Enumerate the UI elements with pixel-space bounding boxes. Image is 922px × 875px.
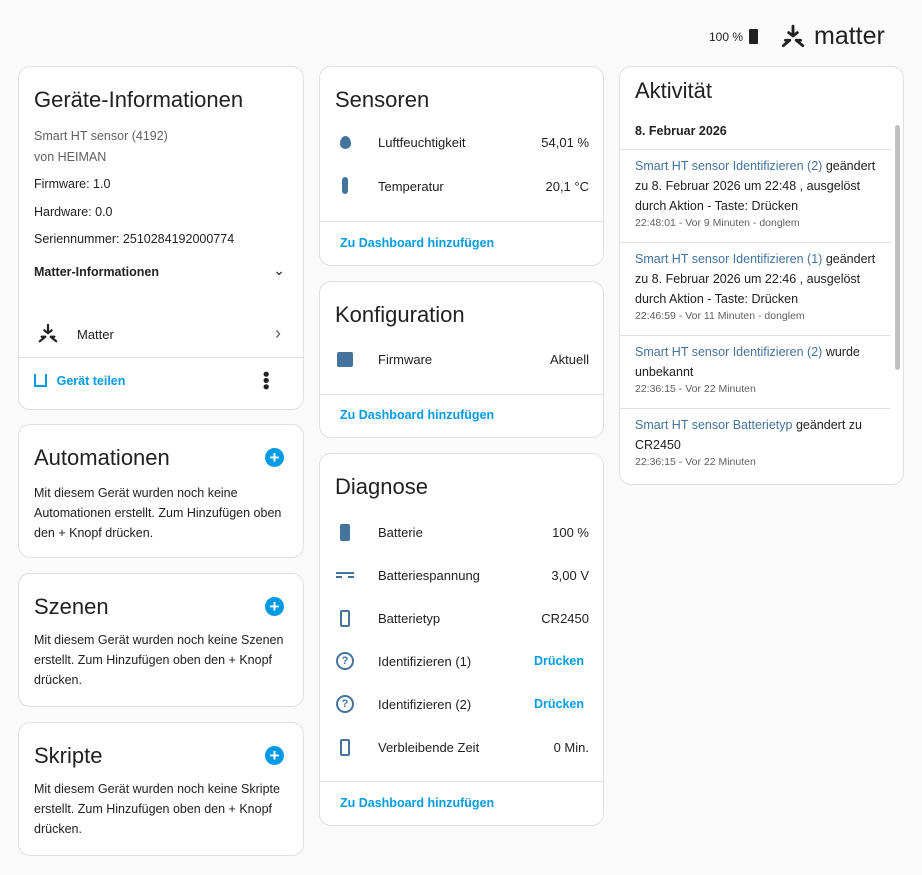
card-title: Skripte [34, 743, 103, 768]
card-title: Sensoren [335, 87, 430, 112]
config-row-firmware[interactable] [320, 352, 603, 372]
integration-label: Matter [77, 327, 114, 342]
diag-label: Identifizieren (1) [378, 654, 472, 669]
chevron-right-icon: › [275, 323, 281, 343]
matter-brand-text: matter [814, 22, 885, 50]
battery-icon [749, 29, 758, 44]
activity-scrollbar[interactable] [895, 125, 900, 370]
more-options-icon[interactable]: ••• [256, 371, 276, 390]
activity-event[interactable] [635, 249, 883, 323]
diag-row-battery[interactable] [320, 525, 603, 545]
diag-label: Batterietyp [378, 611, 441, 626]
matter-info-expander[interactable] [34, 264, 287, 284]
configuration-card [319, 281, 604, 438]
activity-event[interactable] [635, 415, 883, 469]
firmware-version: Firmware: 1.0 [34, 177, 111, 191]
event-meta: 22:36:15 - Vor 22 Minuten [635, 456, 756, 468]
add-to-dashboard-link[interactable]: Zu Dashboard hinzufügen [340, 236, 495, 250]
event-entity-link[interactable]: Smart HT sensor Identifizieren (2) [635, 345, 823, 359]
add-scene-button[interactable]: + [265, 597, 284, 616]
diag-row-identify-2 [320, 697, 603, 717]
diag-row-remaining-time[interactable] [320, 740, 603, 760]
chevron-down-icon: ⌄ [273, 262, 285, 278]
add-to-dashboard-link[interactable]: Zu Dashboard hinzufügen [340, 408, 495, 422]
add-script-button[interactable]: + [265, 746, 284, 765]
card-title: Geräte-Informationen [34, 87, 244, 112]
matter-icon [37, 323, 59, 345]
diag-row-battery-type[interactable] [320, 611, 603, 631]
sensor-value: 20,1 °C [545, 179, 589, 194]
current-dc-icon [336, 572, 354, 578]
water-percent-icon [340, 136, 351, 149]
scenes-card [18, 573, 304, 707]
event-meta: 22:48:01 - Vor 9 Minuten - donglem [635, 217, 800, 229]
activity-card [619, 66, 904, 485]
add-automation-button[interactable]: + [265, 448, 284, 467]
battery-icon [340, 524, 350, 541]
crosshairs-question-icon: ? [336, 695, 354, 713]
activity-date: 8. Februar 2026 [635, 124, 727, 138]
event-meta: 22:36:15 - Vor 22 Minuten [635, 383, 756, 395]
diag-label: Batteriespannung [378, 568, 480, 583]
event-text: geändert zu 8. Februar 2026 um 22:46 , ausgelöst durch Aktion - Taste: Drücken [635, 252, 876, 306]
diag-value: CR2450 [541, 611, 589, 626]
matter-logo-icon [780, 24, 806, 50]
diag-label: Identifizieren (2) [378, 697, 472, 712]
crosshairs-question-icon: ? [336, 652, 354, 670]
empty-text: Mit diesem Gerät wurden noch keine Skripte erstellt. Zum Hinzufügen oben den + Knopf drücken. [34, 782, 280, 836]
sensor-row-humidity[interactable] [320, 135, 603, 155]
sensor-label: Luftfeuchtigkeit [378, 135, 466, 150]
share-icon [34, 374, 47, 387]
event-meta: 22:46:59 - Vor 11 Minuten - donglem [635, 310, 805, 322]
event-entity-link[interactable]: Smart HT sensor Identifizieren (2) [635, 159, 823, 173]
empty-text: Mit diesem Gerät wurden noch keine Szenen erstellt. Zum Hinzufügen oben den + Knopf drücken. [34, 633, 284, 687]
share-label: Gerät teilen [56, 374, 126, 388]
event-text: geändert zu CR2450 [635, 418, 862, 452]
hardware-version: Hardware: 0.0 [34, 205, 113, 219]
battery-percent: 100 % [709, 30, 744, 44]
config-value: Aktuell [549, 352, 589, 367]
diag-label: Batterie [378, 525, 423, 540]
device-model: Smart HT sensor (4192) [34, 129, 168, 143]
card-title: Konfiguration [335, 302, 465, 327]
battery-status [709, 29, 758, 44]
sensor-label: Temperatur [378, 179, 444, 194]
identify-1-press-button[interactable]: Drücken [533, 654, 584, 668]
diag-label: Verbleibende Zeit [378, 740, 480, 755]
card-title: Automationen [34, 445, 170, 470]
activity-event[interactable] [635, 156, 883, 230]
diag-row-identify-1 [320, 654, 603, 674]
battery-sync-icon [340, 610, 350, 627]
diag-value: 3,00 V [551, 568, 589, 583]
share-device-button[interactable] [34, 373, 125, 388]
identify-2-press-button[interactable]: Drücken [533, 697, 584, 711]
device-info-card [18, 66, 304, 410]
event-entity-link[interactable]: Smart HT sensor Identifizieren (1) [635, 252, 823, 266]
matter-logo [780, 22, 885, 51]
diag-value: 0 Min. [553, 740, 589, 755]
card-title: Aktivität [635, 78, 713, 103]
automations-card [18, 424, 304, 558]
scripts-card [18, 722, 304, 856]
integration-matter-link[interactable] [19, 317, 303, 353]
card-title: Szenen [34, 594, 109, 619]
activity-event[interactable] [635, 342, 883, 396]
event-text: wurde unbekannt [635, 345, 860, 379]
add-to-dashboard-link[interactable]: Zu Dashboard hinzufügen [340, 796, 495, 810]
package-icon [337, 352, 353, 367]
diagnostics-card [319, 453, 604, 826]
sensors-card [319, 66, 604, 266]
empty-text: Mit diesem Gerät wurden noch keine Automationen erstellt. Zum Hinzufügen oben den + Knopf drücken. [34, 486, 282, 540]
event-text: geändert zu 8. Februar 2026 um 22:48 , ausgelöst durch Aktion - Taste: Drücken [635, 159, 876, 213]
card-title: Diagnose [335, 474, 428, 499]
serial-number: Seriennummer: 2510284192000774 [34, 232, 235, 246]
event-entity-link[interactable]: Smart HT sensor Batterietyp [635, 418, 793, 432]
diag-value: 100 % [552, 525, 589, 540]
device-manufacturer: von HEIMAN [34, 150, 107, 164]
sensor-row-temperature[interactable] [320, 179, 603, 199]
diag-row-voltage[interactable] [320, 568, 603, 588]
thermometer-icon [342, 177, 348, 194]
battery-clock-icon [340, 739, 350, 756]
config-label: Firmware [378, 352, 433, 367]
sensor-value: 54,01 % [541, 135, 589, 150]
matter-info-label: Matter-Informationen [34, 265, 159, 279]
